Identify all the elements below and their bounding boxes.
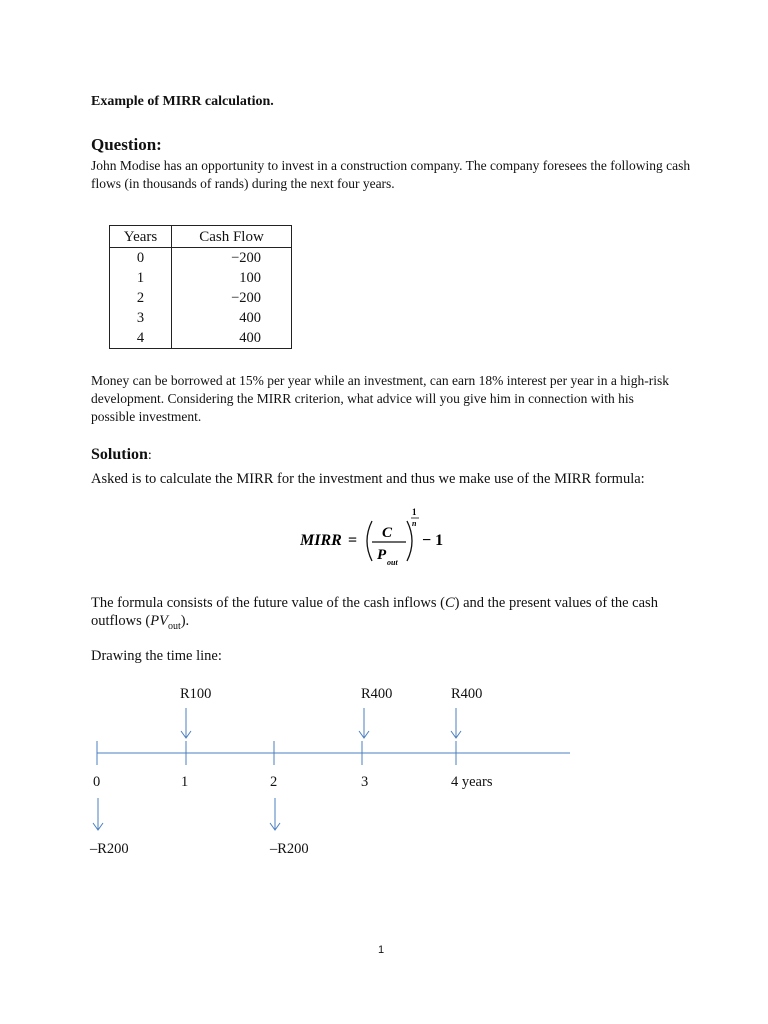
solution-text: Asked is to calculate the MIRR for the investment and thus we make use of the MIRR formula: bbox=[91, 471, 645, 487]
explanation-part: ) and the present values of the cash outflows ( bbox=[91, 595, 658, 629]
column-header-cash-flow: Cash Flow bbox=[172, 226, 292, 248]
timeline-period-label: 3 bbox=[361, 774, 369, 790]
borrowing-text: Money can be borrowed at 15% per year while an investment, can earn 18% interest per year in a high-risk development. Considering the MIRR criterion, what advice will you give him in connection with his possible investment. bbox=[91, 373, 670, 424]
inflow-label: R400 bbox=[361, 686, 393, 702]
year-cell: 2 bbox=[110, 288, 172, 308]
outflow-label: –R200 bbox=[270, 841, 309, 857]
explanation-part: ). bbox=[180, 613, 190, 629]
formula-numerator: C bbox=[382, 525, 393, 541]
question-text: John Modise has an opportunity to invest in a construction company. The company foresees the following cash flows (in thousands of rands) during the next four years. bbox=[91, 158, 691, 191]
page-number: 1 bbox=[378, 944, 385, 956]
year-cell: 3 bbox=[110, 308, 172, 328]
inflow-arrow-icon bbox=[181, 708, 191, 738]
inflow-label: R400 bbox=[451, 686, 483, 702]
formula-left-paren bbox=[367, 521, 372, 561]
year-cell: 4 bbox=[110, 328, 172, 349]
cash-flow-cell: −200 bbox=[231, 250, 261, 266]
column-header-years: Years bbox=[110, 226, 172, 248]
table-row bbox=[110, 268, 292, 288]
cash-flow-table bbox=[109, 225, 292, 349]
table-row bbox=[110, 248, 292, 269]
timeline-intro: Drawing the time line: bbox=[91, 648, 222, 664]
formula-equals: = bbox=[348, 532, 358, 549]
table-row bbox=[110, 328, 292, 349]
year-cell: 0 bbox=[110, 248, 172, 269]
formula-denominator: P bbox=[377, 547, 387, 563]
timeline-period-label: 1 bbox=[181, 774, 189, 790]
timeline-period-label: 0 bbox=[93, 774, 101, 790]
formula-exponent-numerator: 1 bbox=[412, 507, 417, 517]
table-header-row bbox=[110, 226, 292, 248]
cash-flow-cell: 400 bbox=[239, 330, 261, 346]
cash-flow-cell: 100 bbox=[239, 270, 261, 286]
timeline-period-label: 4 years bbox=[451, 774, 493, 790]
solution-heading bbox=[91, 446, 152, 464]
year-cell: 1 bbox=[110, 268, 172, 288]
inflow-arrow-icon bbox=[451, 708, 461, 738]
outflow-arrow-icon bbox=[93, 798, 103, 830]
question-heading: Question: bbox=[91, 135, 162, 154]
cash-flow-cell: 400 bbox=[239, 310, 261, 326]
formula-exponent-denominator: n bbox=[412, 519, 417, 528]
explanation-var-c: C bbox=[444, 595, 455, 611]
explanation-part: The formula consists of the future value of the cash inflows ( bbox=[91, 595, 445, 611]
inflow-arrow-icon bbox=[359, 708, 369, 738]
formula-denominator-subscript: out bbox=[387, 558, 398, 567]
explanation-var-sub: out bbox=[167, 620, 181, 632]
formula-minus-one: − 1 bbox=[422, 532, 444, 549]
outflow-label: –R200 bbox=[90, 841, 129, 857]
solution-heading-label: Solution bbox=[91, 446, 148, 463]
formula-explanation bbox=[91, 594, 691, 636]
explanation-var-pv: PV bbox=[150, 613, 168, 629]
mirr-formula bbox=[300, 505, 460, 567]
timeline-period-label: 2 bbox=[270, 774, 278, 790]
document-title: Example of MIRR calculation. bbox=[91, 94, 274, 109]
solution-heading-colon: : bbox=[147, 448, 152, 463]
inflow-label: R100 bbox=[180, 686, 212, 702]
table-row bbox=[110, 288, 292, 308]
cash-flow-cell: −200 bbox=[231, 290, 261, 306]
formula-lhs: MIRR bbox=[300, 532, 342, 549]
table-row bbox=[110, 308, 292, 328]
outflow-arrow-icon bbox=[270, 798, 280, 830]
